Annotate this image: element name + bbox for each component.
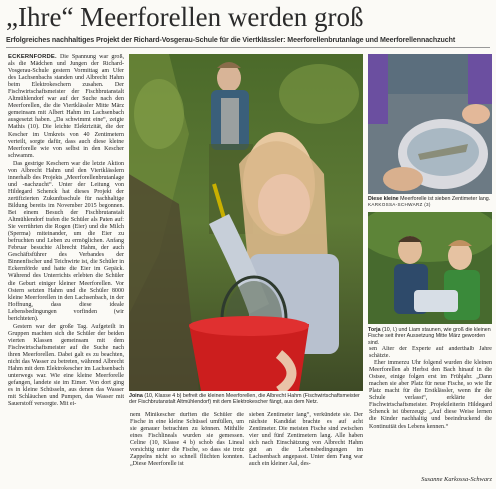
photo-children-image <box>368 212 492 324</box>
photo-children-fishing <box>129 54 363 391</box>
caption-text: Meerforelle ist sieben Zentimeter lang. <box>400 196 491 202</box>
caption-name: Diese kleine <box>368 196 399 202</box>
headline: „Ihre“ Meerforellen werden groß <box>6 2 364 32</box>
paragraph: Gestern war der große Tag. Aufgeteilt in Gruppen machten sich die Schüler der beiden vierten Klassen gemeinsam mit dem Fischwirtschaftsmeister auf die Suche nach ihren Meerforellen. Dabei galt es zu beachten, nicht das Wasser zu betreten, während Albrecht Hahm mit dem Elektrokescher im Lachsenbach unterwegs war. Wie eine kleine Meerforelle gefangen, landete sie im Eimer. Von dort ging es in kleine Schüsseln, aus denen das Wasser mit Schläuchen und Pumpen, das Wasser mit Sauerstoff versorgte. Mit ei- <box>8 323 124 408</box>
caption-bottom-right <box>368 327 492 346</box>
caption-top-right <box>368 196 492 209</box>
author-byline: Susanne Karkossa-Schwarz <box>421 476 492 483</box>
article-column-3 <box>130 412 244 488</box>
caption-text: (10, Klasse 4 b) befreit die kleinen Meerforellen, die Albrecht Hahm (Fischwirtschaftsmeister der Fischbrutanstalt Altmühlendorf) mit dem Elektrokescher fängt, aus dem Netz. <box>129 393 360 406</box>
article-column-5 <box>369 346 492 476</box>
photo-fish-in-bowl <box>368 54 492 194</box>
paragraph: sen Alter der Experte auf anderthalb Jahre schätzte. <box>369 346 492 360</box>
caption-name: Torja <box>368 327 381 333</box>
caption-text: (10, l.) und Liam staunen, wie groß die kleinen Fische seit ihrer Aussetzung Mitte März geworden sind. <box>368 327 491 346</box>
paragraph: Die Spannung war groß, als die Mädchen und Jungen der Richard-Vosgerau-Schule gestern Vormittag am Ufer des Lachsenbachs standen und Albrecht Hahm beim Elektrokeschern zusahen. Der Fischwirtschaftsmeister der Fischbrutanstalt Altmühlendorf war auf der Suche nach den Meerforellen, die die Viertklässler Mitte März gemeinsam mit Albert Hahm im Lachsenbach ausgesetzt haben. „Da schwimmt eine“, zeigte Mathis (10). Die leichte Elektrizität, die der Kescher im Umkreis von 40 Zentimetern verteilt, sorgte dafür, dass auch diese kleine Meerforelle wie von selbst in den Kescher schwamm. <box>8 54 124 159</box>
paragraph: nem Minikescher durften die Schüler die Fische in eine kleine Schüssel umfüllen, um sie genauer betrachten zu können. Mithilfe eines Fischlineals wurden sie gemessen. Celine (10, Klasse 4 b) schob das Lineal vorsichtig unter die Fische, so dass sie trotz Zappelns nicht so schnell flüchten konnten. „Diese Meerforelle ist <box>130 412 244 468</box>
dateline: ECKERNFÖRDE. <box>8 54 57 60</box>
photo-children-bowl <box>368 212 492 324</box>
subheadline: Erfolgreiches nachhaltiges Projekt der Richard-Vosgerau-Schule für die Viertklässler: Meerforellenbrutanlage und Meerforellennachzucht <box>6 36 456 44</box>
article-column-1 <box>8 54 124 486</box>
photo-fish-bowl-image <box>368 54 492 194</box>
paragraph: Eher immerzu Uhr folgend wurden die kleinen Meerforellen ab Herbst den Bach hinauf in die Ostsee, einige folgen erst im Frühjahr. „Dann machen sie aber Platz für neue Fische, so wie Ihr Platz macht für die Erstklässler, wenn ihr die Schule verlasst“, erklärte der Fischwirtschaftsmeister. Projektleiterin Hildegard Schenck ist überzeugt: „Auf diese Weise lernen die Kinder nachhaltig und beeindruckend die Kontinuität des Lebens kennen.“ <box>369 360 492 430</box>
article-column-4 <box>249 412 363 488</box>
paragraph: sieben Zentimeter lang“, verkündete sie. Der nächste Kandidat brachte es auf acht Zentimeter. Die meisten Fische sind zwischen vier und fünf Zentimetern lang. Alle haben sich nach Einschätzung von Albrecht Hahm gut an die Lebensbedingungen im Lachsenbach angepasst. Unter dem Fang war auch ein kleiner Aal, des- <box>249 412 363 468</box>
paragraph: Das gestrige Keschern war die letzte Aktion von Albrecht Hahm und den Viertklässlern innerhalb des Projekts „Meerforellenbrutanlage und -nachzucht“. Unter der Leitung von Hildegard Schenck hat dieses Projekt der zertifizierten Zukunftsschule für nachhaltige Bildung bereits im November 2015 begonnen. Bei einem Besuch der Fischbrutanstalt Altmühlendorf trafen die Schüler als Paten auf: Sie verrührten die Rogen (Eier) und die Milch (Sperma) miteinander, um die Eier zu befruchten und Leben zu ermöglichen. Anfang Februar besuchte Albrecht Hahm, der auch Geschäftsführer des Verbandes der Binnenfischer und Teichwirte ist, die Schüler in Eckernförde und hatte die Eier im Gepäck. Während des Unterrichts erlebten die Schüler die Geburt einiger kleiner Meerforellen. Vor Ostern setzten Hahm und die Schüler 8000 kleine Meerforellen in den Lachsenbach, in der Hoffnung, dass diese ideale Lebensbedingungen vorfinden (wir berichteten). <box>8 160 124 322</box>
divider <box>6 47 490 48</box>
main-photo <box>129 54 363 391</box>
caption-main-photo <box>129 393 363 406</box>
caption-name: Joina <box>129 393 143 399</box>
photo-credit: KARKOSSA-SCHWARZ (3) <box>368 202 431 208</box>
